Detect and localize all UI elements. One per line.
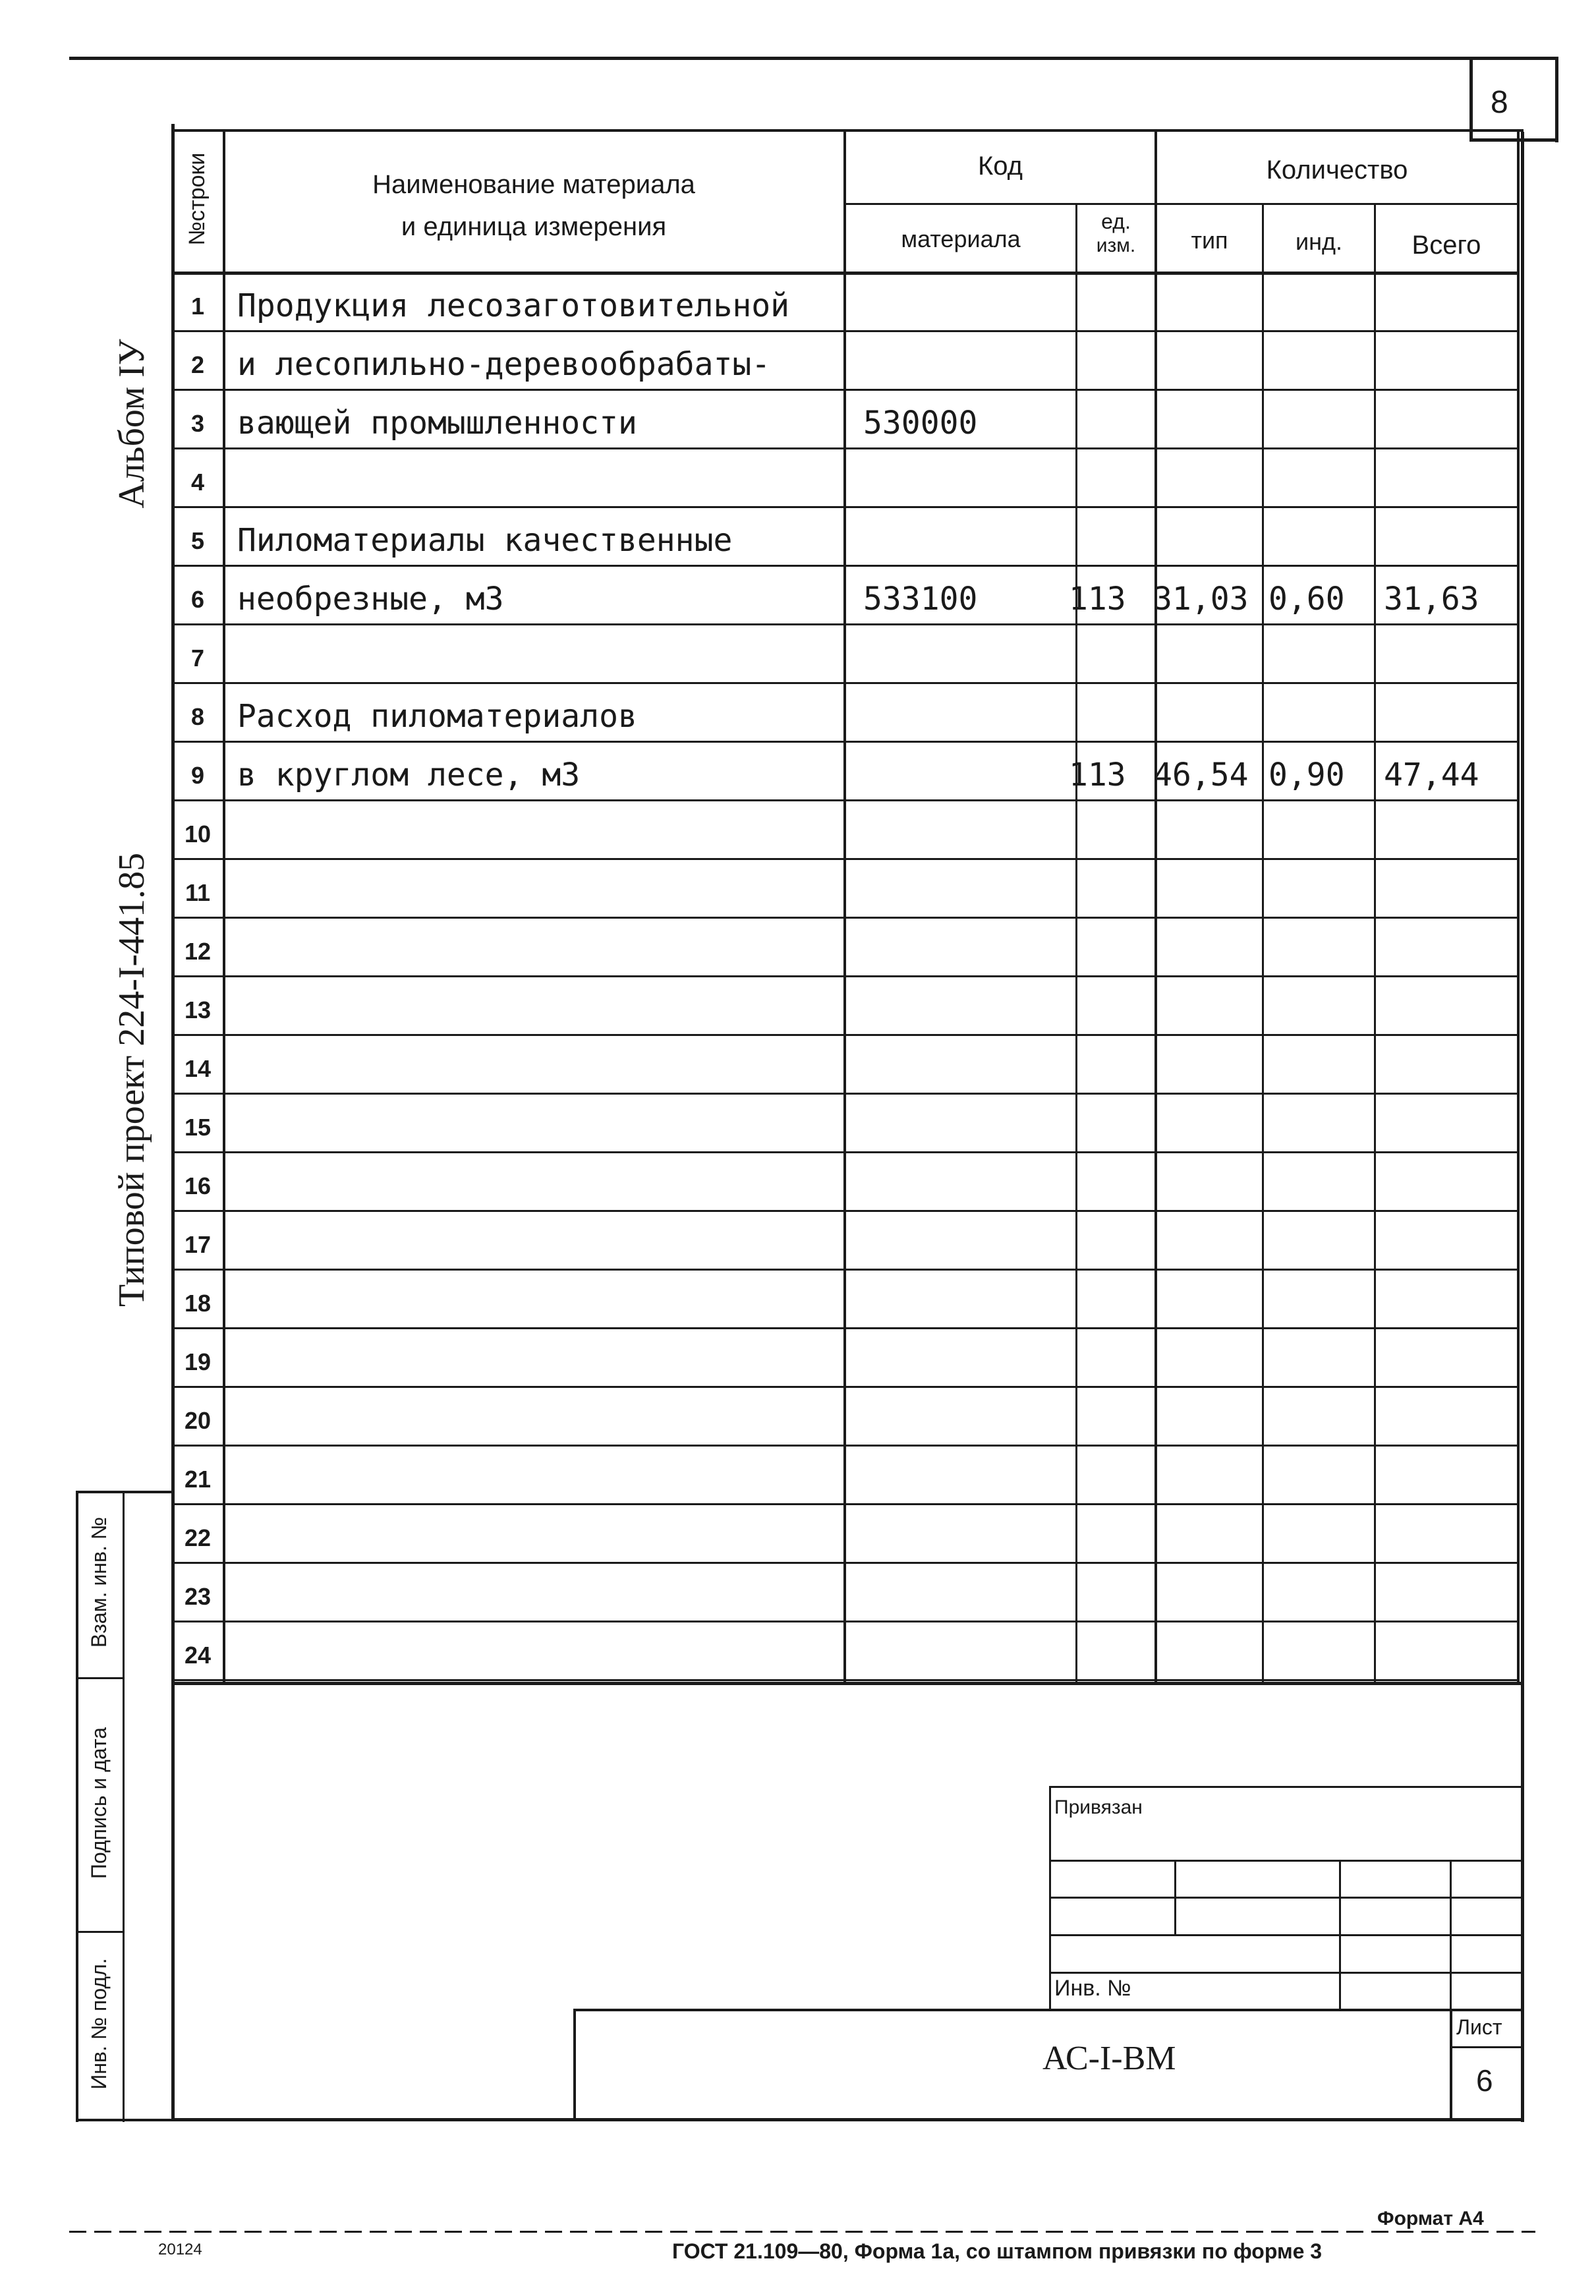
stamp-list-divider xyxy=(1450,2046,1521,2048)
stamp-top-line xyxy=(1049,1786,1521,1788)
row-divider xyxy=(173,565,1520,567)
row-divider xyxy=(173,447,1520,449)
row-number: 13 xyxy=(184,996,212,1023)
material-name-cell: и лесопильно-деревообрабаты- xyxy=(237,346,771,383)
qty-total-cell: 47,44 xyxy=(1384,757,1479,793)
row-number: 21 xyxy=(184,1466,212,1493)
frame-bottom-line xyxy=(171,2118,1524,2121)
material-name-cell: вающей промышленности xyxy=(237,405,637,442)
row-number: 17 xyxy=(184,1231,212,1258)
header-qty-total: Всего xyxy=(1411,231,1481,260)
side-strip-divider-1 xyxy=(76,1677,125,1679)
stamp-list-value: 6 xyxy=(1476,2063,1493,2098)
row-number: 15 xyxy=(184,1114,212,1141)
name-col-right xyxy=(843,129,846,1684)
qty-type-cell: 31,03 xyxy=(1153,581,1249,617)
row-number: 12 xyxy=(184,938,212,965)
header-name: Наименование материала xyxy=(372,170,695,199)
row-number: 3 xyxy=(190,410,205,437)
material-code-cell: 533100 xyxy=(863,581,978,617)
unit-code-cell: 113 xyxy=(1069,757,1126,793)
qty-ind-cell: 0,90 xyxy=(1268,757,1345,793)
project-label: Типовой проект 224-I-441.85 xyxy=(111,852,152,1307)
table-bottom-line xyxy=(171,1682,1524,1685)
row-number: 4 xyxy=(190,469,205,496)
sheet-number-box-bottom xyxy=(1469,138,1558,142)
row-number: 16 xyxy=(184,1172,212,1199)
header-qty-ind: инд. xyxy=(1296,228,1342,255)
header-bottom-line xyxy=(171,272,1520,275)
material-name-cell: Расход пиломатериалов xyxy=(237,698,637,735)
tip-col-right xyxy=(1262,204,1264,1684)
row-divider xyxy=(173,1445,1520,1447)
header-code-material: материала xyxy=(901,225,1021,252)
row-divider xyxy=(173,1269,1520,1271)
row-number: 9 xyxy=(190,762,205,789)
stamp-designation: АС-I-ВМ xyxy=(1042,2040,1176,2077)
row-number: 5 xyxy=(190,527,205,554)
row-number: 6 xyxy=(190,586,205,613)
header-name-unit: и единица измерения xyxy=(401,212,667,241)
album-label: Альбом IУ xyxy=(111,339,152,509)
header-row-number: №строки xyxy=(185,152,210,246)
material-name-cell: Продукция лесозаготовительной xyxy=(237,287,790,324)
stamp-designation-top xyxy=(575,2009,1521,2011)
header-code-unit-1: ед. xyxy=(1101,210,1131,233)
row-number: 19 xyxy=(184,1348,212,1375)
qty-total-cell: 31,63 xyxy=(1384,581,1479,617)
side-strip-left-line xyxy=(76,1491,78,2122)
stamp-privyazan: Привязан xyxy=(1054,1796,1143,1818)
sheet-number: 8 xyxy=(1491,85,1508,120)
row-divider xyxy=(173,1034,1520,1036)
row-number: 24 xyxy=(184,1642,212,1669)
side-strip-mid-line xyxy=(123,1491,125,2122)
inv-podl-label: Инв. № подл. xyxy=(87,1958,111,2090)
stamp-list-label: Лист xyxy=(1456,2015,1502,2039)
ind-col-right xyxy=(1374,204,1376,1684)
vzam-inv-label: Взам. инв. № xyxy=(87,1516,111,1648)
frame-right-line xyxy=(1555,57,1558,142)
row-divider xyxy=(173,1210,1520,1212)
row-number: 8 xyxy=(190,703,205,730)
row-divider xyxy=(173,623,1520,625)
total-col-right xyxy=(1517,129,1520,1684)
stamp-col-line-1 xyxy=(1174,1860,1176,1935)
stamp-col-line-3 xyxy=(1450,1860,1452,2010)
row-divider xyxy=(173,1562,1520,1564)
material-name-cell: в круглом лесе, м3 xyxy=(237,757,581,793)
header-code-unit-2: изм. xyxy=(1096,235,1136,256)
row-number: 7 xyxy=(190,645,205,672)
row-divider xyxy=(173,682,1520,684)
row-divider xyxy=(173,975,1520,977)
row-divider xyxy=(173,1327,1520,1329)
table-top-line xyxy=(171,129,1524,132)
row-number: 20 xyxy=(184,1407,212,1434)
row-divider xyxy=(173,389,1520,391)
row-number: 18 xyxy=(184,1290,212,1317)
stamp-list-left xyxy=(1450,2009,1452,2121)
row-divider xyxy=(173,799,1520,801)
frame-top-line xyxy=(69,57,1558,60)
row-divider xyxy=(173,1093,1520,1095)
header-mid-line xyxy=(843,203,1520,205)
sheet-number-box-left xyxy=(1469,57,1473,141)
unit-code-cell: 113 xyxy=(1069,581,1126,617)
stamp-inv-no: Инв. № xyxy=(1054,1976,1131,2001)
row-divider xyxy=(173,1679,1520,1681)
qty-ind-cell: 0,60 xyxy=(1268,581,1345,617)
header-qty-type: тип xyxy=(1191,227,1228,254)
code-col-right xyxy=(1075,204,1077,1684)
row-divider xyxy=(173,1151,1520,1153)
header-code: Код xyxy=(977,152,1023,181)
row-divider xyxy=(173,858,1520,860)
row-divider xyxy=(173,506,1520,508)
footer-dashed-line xyxy=(69,2231,1535,2233)
rownum-col-right xyxy=(223,129,225,1684)
footer-left-code: 20124 xyxy=(158,2241,202,2258)
row-number: 1 xyxy=(190,293,205,320)
row-divider xyxy=(173,1386,1520,1388)
row-number: 23 xyxy=(184,1583,212,1610)
footer-gost: ГОСТ 21.109—80, Форма 1а, со штампом привязки по форме 3 xyxy=(672,2239,1323,2263)
material-code-cell: 530000 xyxy=(863,405,978,442)
row-number: 2 xyxy=(190,351,205,378)
row-number: 11 xyxy=(185,879,211,906)
header-quantity: Количество xyxy=(1266,156,1408,185)
row-divider xyxy=(173,741,1520,743)
qty-type-cell: 46,54 xyxy=(1153,757,1249,793)
row-number: 10 xyxy=(184,820,212,847)
frame-right-line-main xyxy=(1521,132,1524,2122)
row-divider xyxy=(173,1621,1520,1622)
podpis-data-label: Подпись и дата xyxy=(87,1727,111,1880)
stamp-designation-left xyxy=(573,2009,576,2121)
unit-col-right xyxy=(1154,129,1157,1684)
row-divider xyxy=(173,917,1520,919)
material-name-cell: необрезные, м3 xyxy=(237,581,504,617)
row-divider xyxy=(173,330,1520,332)
footer-format: Формат А4 xyxy=(1377,2208,1484,2229)
side-strip-bottom-line xyxy=(76,2119,175,2121)
row-number: 22 xyxy=(184,1524,212,1551)
material-name-cell: Пиломатериалы качественные xyxy=(237,522,733,559)
stamp-col-line-2 xyxy=(1339,1860,1341,2010)
row-divider xyxy=(173,1503,1520,1505)
row-number: 14 xyxy=(184,1055,212,1082)
